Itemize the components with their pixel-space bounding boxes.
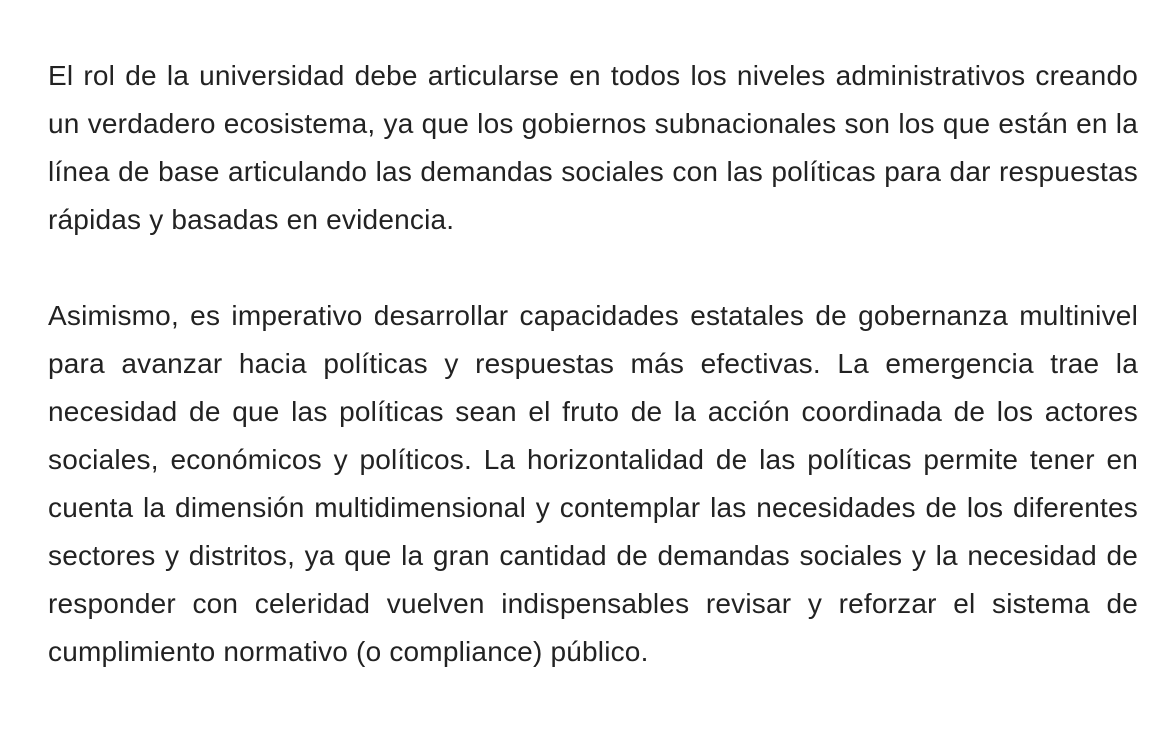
article-body: [48, 52, 1138, 676]
paragraph: El rol de la universidad debe articularse en todos los niveles administrativos creando un verdadero ecosistema, ya que los gobiernos subnacionales son los que están en la línea de base articulando las demandas sociales con las políticas para dar respuestas rápidas y basadas en evidencia.: [48, 60, 1138, 235]
paragraph: Asimismo, es imperativo desarrollar capacidades estatales de gobernanza multinivel para avanzar hacia políticas y respuestas más efectivas. La emergencia trae la necesidad de que las políticas sean el fruto de la acción coordinada de los actores sociales, económicos y políticos. La horizontalidad de las políticas permite tener en cuenta la dimensión multidimensional y contemplar las necesidades de los diferentes sectores y distritos, ya que la gran cantidad de demandas sociales y la necesidad de responder con celeridad vuelven indispensables revisar y reforzar el sistema de cumplimiento normativo (o compliance) público.: [48, 300, 1138, 667]
